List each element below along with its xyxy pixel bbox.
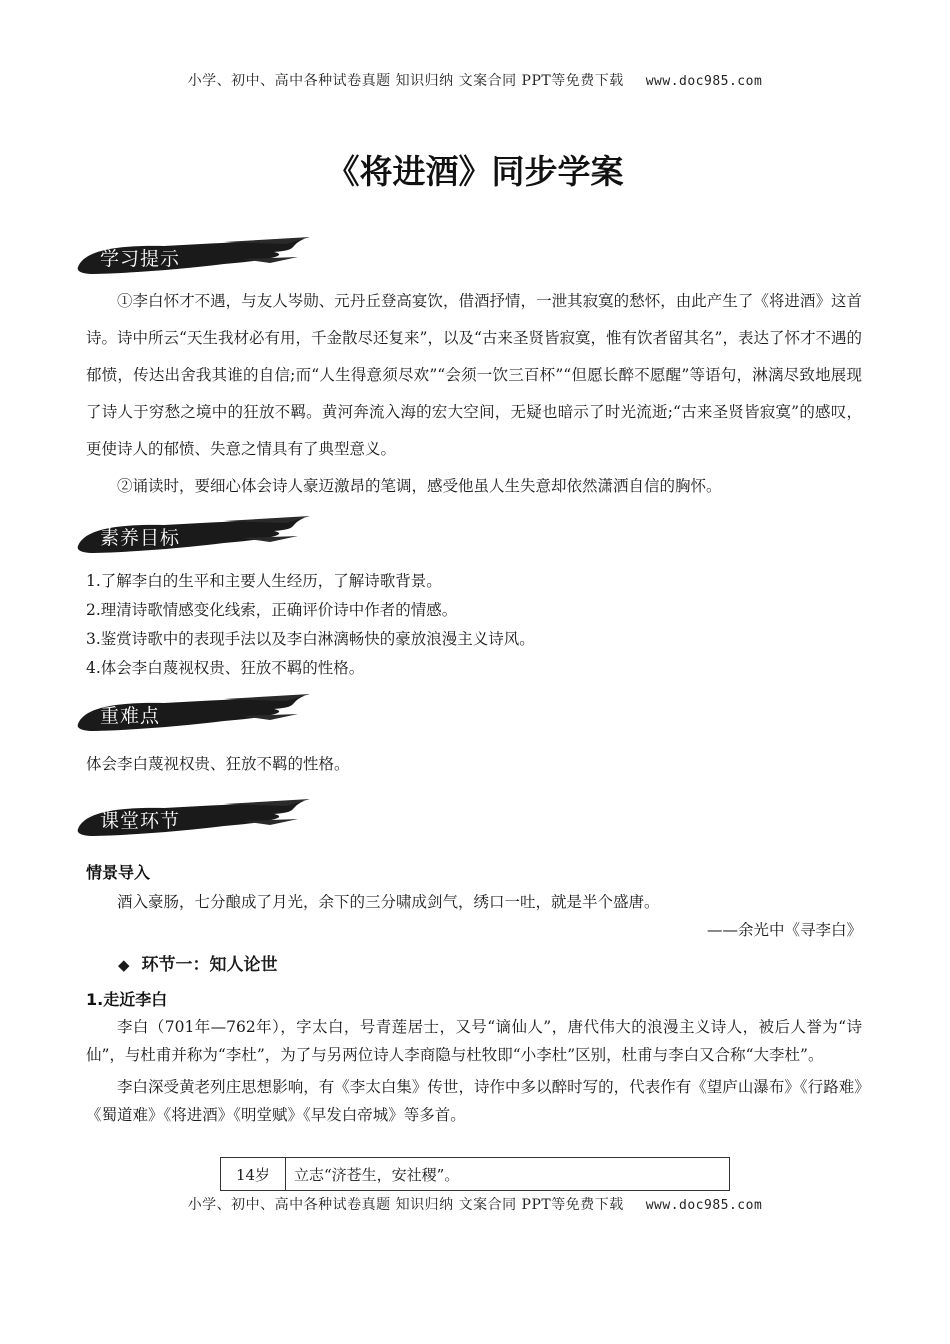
footer-text: 小学、初中、高中各种试卷真题 知识归纳 文案合同 PPT等免费下载: [187, 1197, 624, 1213]
goal-item: 3.鉴赏诗歌中的表现手法以及李白淋漓畅快的豪放浪漫主义诗风。: [86, 630, 535, 648]
intro-paragraph-1: 李白（701年—762年），字太白，号青莲居士，又号“谪仙人”，唐代伟大的浪漫主义诗人，被后人誉为“诗仙”，与杜甫并称为“李杜”，为了与另两位诗人李商隐与杜牧即“小李杜”区别，杜甫与李白又合称“大李杜”。: [86, 1018, 862, 1064]
page-footer: [0, 1194, 950, 1214]
section-label: 学习提示: [100, 248, 181, 270]
intro-quote: [86, 888, 862, 944]
timeline-age: 14岁: [221, 1158, 286, 1191]
li-bai-intro: [86, 1013, 862, 1133]
intro-heading: 情景导入: [86, 863, 151, 882]
sub1-heading: 1.走近李白: [86, 990, 168, 1009]
difficulty-text: 体会李白蔑视权贵、狂放不羁的性格。: [86, 755, 350, 773]
footer-url[interactable]: www.doc985.com: [645, 1198, 763, 1213]
tips-content: [86, 283, 862, 505]
header-text: 小学、初中、高中各种试卷真题 知识归纳 文案合同 PPT等免费下载: [187, 73, 624, 89]
section-label: 重难点: [100, 705, 161, 727]
section-label: 素养目标: [100, 527, 181, 549]
section-banner-tips: [74, 237, 314, 277]
quote-text: 酒入豪肠，七分酿成了月光，余下的三分啸成剑气，绣口一吐，就是半个盛唐。: [117, 893, 660, 911]
link1-heading: [118, 950, 278, 975]
section-label: 课堂环节: [100, 810, 181, 832]
intro-paragraph-2: 李白深受黄老列庄思想影响，有《李太白集》传世，诗作中多以醉时写的，代表作有《望庐山瀑布》《行路难》《蜀道难》《将进酒》《明堂赋》《早发白帝城》等多首。: [86, 1078, 862, 1124]
quote-source: ——余光中《寻李白》: [706, 921, 862, 939]
goal-item: 4.体会李白蔑视权贵、狂放不羁的性格。: [86, 659, 365, 677]
section-banner-goals: [74, 516, 314, 556]
table-row: [221, 1158, 730, 1191]
goals-list: [86, 567, 862, 683]
link1-heading-text: 环节一：知人论世: [141, 955, 278, 975]
document-title: 《将进酒》同步学案: [326, 152, 624, 191]
section-banner-difficulty: [74, 694, 314, 734]
timeline-table: [220, 1157, 730, 1191]
timeline-event: 立志“济苍生，安社稷”。: [286, 1158, 730, 1191]
tips-paragraph-1: ①李白怀才不遇，与友人岑勋、元丹丘登高宴饮，借酒抒情，一泄其寂寞的愁怀，由此产生了《将进酒》这首诗。诗中所云“天生我材必有用，千金散尽还复来”，以及“古来圣贤皆寂寞，惟有饮者留其名”，表达了怀才不遇的郁愤，传达出舍我其谁的自信;而“人生得意须尽欢”“会须一饮三百杯”“但愿长醉不愿醒”等语句，淋漓尽致地展现了诗人于穷愁之境中的狂放不羁。黄河奔流入海的宏大空间，无疑也暗示了时光流逝;“古来圣贤皆寂寞”的感叹，更使诗人的郁愤、失意之情具有了典型意义。: [86, 292, 862, 458]
goal-item: 2.理清诗歌情感变化线索，正确评价诗中作者的情感。: [86, 601, 458, 619]
tips-paragraph-2: ②诵读时，要细心体会诗人豪迈激昂的笔调，感受他虽人生失意却依然潇洒自信的胸怀。: [117, 477, 722, 495]
page-header: [0, 70, 950, 90]
section-banner-classroom: [74, 799, 314, 839]
goal-item: 1.了解李白的生平和主要人生经历，了解诗歌背景。: [86, 572, 442, 590]
header-url[interactable]: www.doc985.com: [645, 74, 763, 89]
diamond-bullet-icon: ◆: [118, 956, 130, 974]
